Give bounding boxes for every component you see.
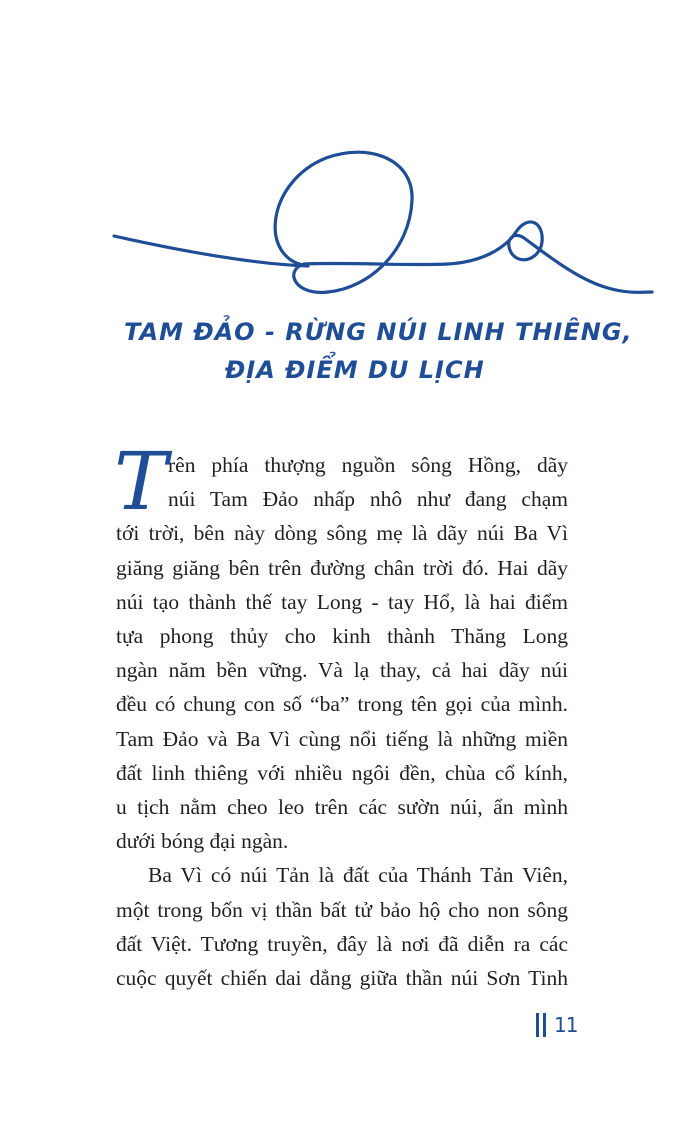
text-line: cuộc quyết chiến dai dẳng giữa thần núi Sơn Tinh [116, 966, 568, 991]
text-line: một trong bốn vị thần bất tử bảo hộ cho non sông [116, 897, 568, 922]
page-number: 11 [554, 1013, 578, 1037]
text-line: u tịch nằm cheo leo trên các sườn núi, ẩn mình [116, 795, 568, 820]
page-footer [536, 1011, 577, 1039]
double-bar-icon [536, 1013, 546, 1037]
text-line: đều có chung con số “ba” trong tên gọi của mình. [116, 692, 568, 717]
swirl-flourish-icon [108, 142, 656, 302]
text-line: ngàn năm bền vững. Và lạ thay, cả hai dãy núi [116, 658, 568, 683]
text-line: rên phía thượng nguồn sông Hồng, dãy [168, 453, 568, 477]
text-line: Tam Đảo và Ba Vì cùng nổi tiếng là những miền [116, 726, 568, 751]
chapter-title-line-2: ĐỊA ĐIỂM DU LỊCH [225, 356, 485, 384]
text-line: Ba Vì có núi Tản là đất của Thánh Tản Viên, [148, 863, 568, 888]
text-line: tựa phong thủy cho kinh thành Thăng Long [116, 624, 568, 649]
drop-cap: T [114, 435, 168, 528]
text-line: đất Việt. Tương truyền, đây là nơi đã diễn ra các [116, 931, 568, 956]
chapter-title-line-1: TAM ĐẢO - RỪNG NÚI LINH THIÊNG, [124, 318, 633, 346]
text-line: dưới bóng đại ngàn. [116, 829, 289, 854]
text-line: đất linh thiêng với nhiều ngôi đền, chùa cổ kính, [116, 760, 568, 785]
paragraph-1 [114, 435, 568, 858]
paragraph-2 [116, 858, 568, 995]
text-line: núi Tam Đảo nhấp nhô như đang chạm [168, 487, 568, 512]
text-line: tới trời, bên này dòng sông mẹ là dãy núi Ba Vì [116, 521, 568, 546]
text-line: núi tạo thành thế tay Long - tay Hổ, là hai điểm [116, 589, 568, 614]
body-text [114, 435, 568, 995]
text-line: giăng giăng bên trên đường chân trời đó. Hai dãy [116, 555, 568, 580]
